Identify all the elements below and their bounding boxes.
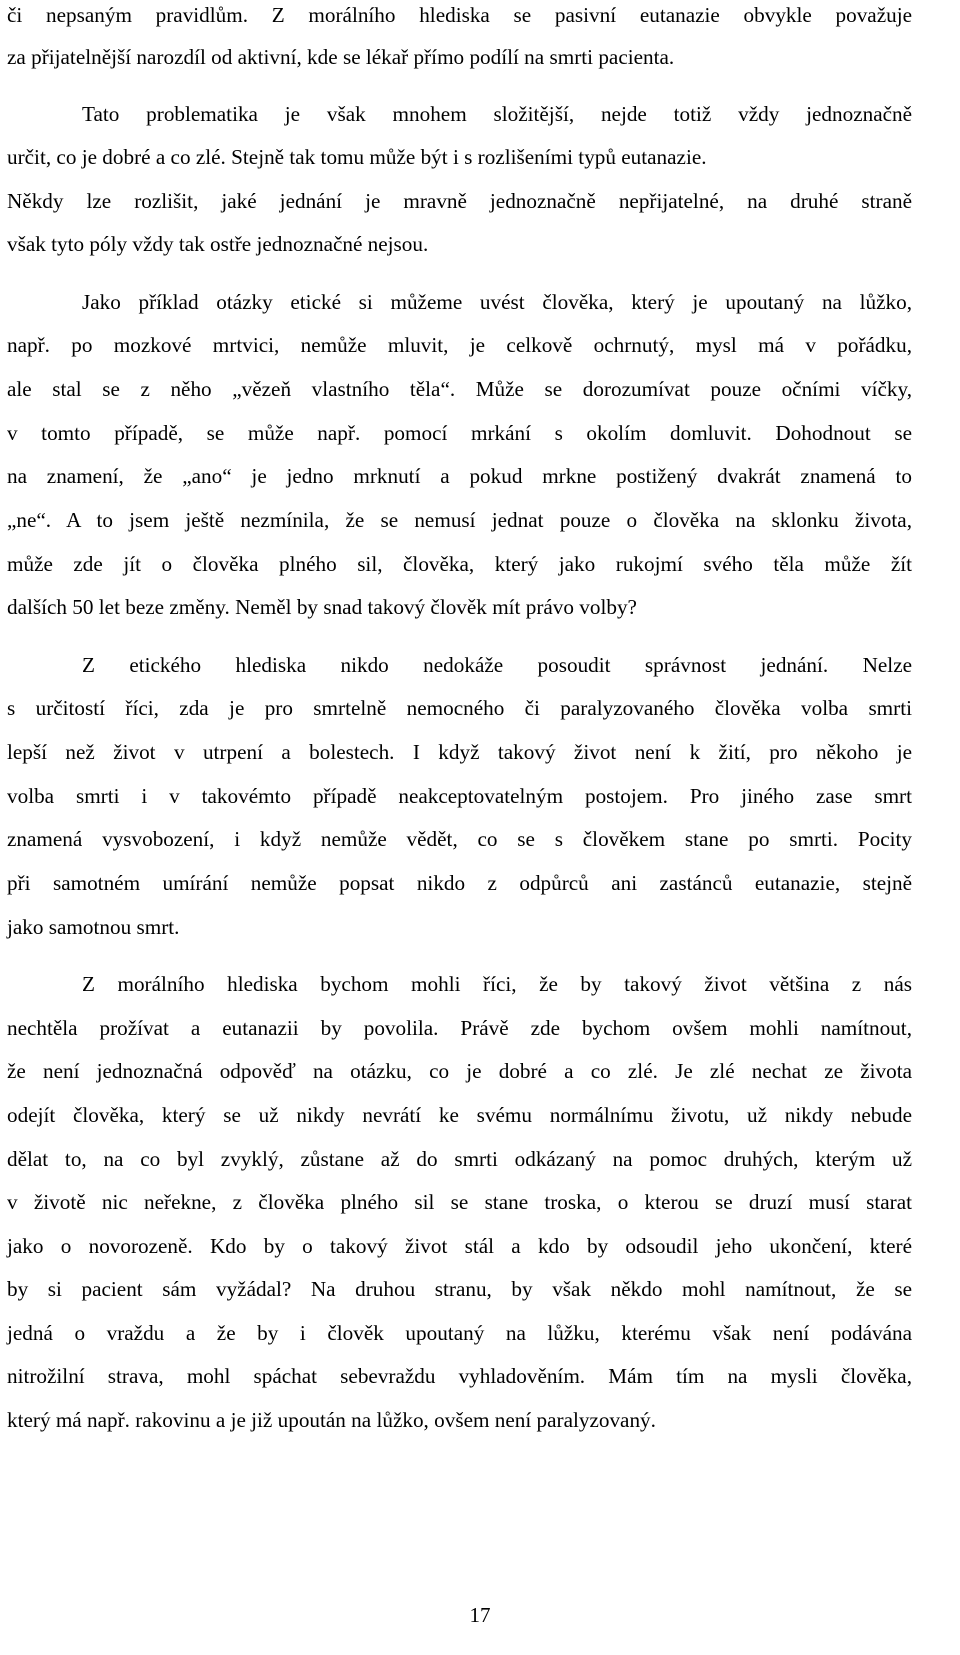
text-line: např. po mozkové mrtvici, nemůže mluvit, je celkově ochrnutý, mysl má v pořádku, <box>7 333 912 357</box>
text-line: při samotném umírání nemůže popsat nikdo z odpůrců ani zastánců eutanazie, stejně <box>7 871 912 895</box>
text-line: ale stal se z něho „vězeň vlastního těla“. Může se dorozumívat pouze očními víčky, <box>7 377 912 401</box>
text-line: Někdy lze rozlišit, jaké jednání je mravně jednoznačně nepřijatelné, na druhé straně <box>7 189 912 213</box>
text-line: by si pacient sám vyžádal? Na druhou stranu, by však někdo mohl namítnout, že se <box>7 1277 912 1301</box>
text-line: volba smrti i v takovémto případě neakceptovatelným postojem. Pro jiného zase smrt <box>7 784 912 808</box>
text-line: nechtěla prožívat a eutanazii by povolila. Právě zde bychom ovšem mohli namítnout, <box>7 1016 912 1040</box>
text-line: že není jednoznačná odpověď na otázku, co je dobré a co zlé. Je zlé nechat ze života <box>7 1059 912 1083</box>
paragraph-start-line: Jako příklad otázky etické si můžeme uvést člověka, který je upoutaný na lůžko, <box>82 290 912 314</box>
text-line: lepší než život v utrpení a bolestech. I když takový život není k žití, pro někoho je <box>7 740 912 764</box>
text-line: v tomto případě, se může např. pomocí mrkání s okolím domluvit. Dohodnout se <box>7 421 912 445</box>
text-line: jako o novorozeně. Kdo by o takový život stál a kdo by odsoudil jeho ukončení, které <box>7 1234 912 1258</box>
text-line: za přijatelnější narozdíl od aktivní, kde se lékař přímo podílí na smrti pacienta. <box>7 45 675 69</box>
text-line: jedná o vraždu a že by i člověk upoutaný na lůžku, kterému však není podávána <box>7 1321 912 1345</box>
text-line: v životě nic neřekne, z člověka plného sil se stane troska, o kterou se druzí musí starat <box>7 1190 912 1214</box>
text-line: určit, co je dobré a co zlé. Stejně tak tomu může být i s rozlišeními typů eutanazie. <box>7 145 707 169</box>
paragraph-start-line: Z etického hlediska nikdo nedokáže posoudit správnost jednání. Nelze <box>82 653 912 677</box>
text-line: znamená vysvobození, i když nemůže vědět, co se s člověkem stane po smrti. Pocity <box>7 827 912 851</box>
text-line: odejít člověka, který se už nikdy nevrátí ke svému normálnímu životu, už nikdy nebude <box>7 1103 912 1127</box>
text-line: dělat to, na co byl zvyklý, zůstane až do smrti odkázaný na pomoc druhých, kterým už <box>7 1147 912 1171</box>
text-line: může zde jít o člověka plného sil, člověka, který jako rukojmí svého těla může žít <box>7 552 912 576</box>
text-line: s určitostí říci, zda je pro smrtelně nemocného či paralyzovaného člověka volba smrti <box>7 696 912 720</box>
text-line: na znamení, že „ano“ je jedno mrknutí a pokud mrkne postižený dvakrát znamená to <box>7 464 912 488</box>
paragraph-start-line: Z morálního hlediska bychom mohli říci, že by takový život většina z nás <box>82 972 912 996</box>
text-line: nitrožilní strava, mohl spáchat sebevraždu vyhladověním. Mám tím na mysli člověka, <box>7 1364 912 1388</box>
text-line: či nepsaným pravidlům. Z morálního hlediska se pasivní eutanazie obvykle považuje <box>7 3 912 27</box>
text-line: jako samotnou smrt. <box>7 915 180 939</box>
page-number: 17 <box>469 1603 491 1627</box>
text-line: který má např. rakovinu a je již upoután na lůžko, ovšem není paralyzovaný. <box>7 1408 656 1432</box>
text-line: však tyto póly vždy tak ostře jednoznačné nejsou. <box>7 232 429 256</box>
text-line: „ne“. A to jsem ještě nezmínila, že se nemusí jednat pouze o člověka na sklonku života, <box>7 508 912 532</box>
paragraph-start-line: Tato problematika je však mnohem složitější, nejde totiž vždy jednoznačně <box>82 102 912 126</box>
text-line: dalších 50 let beze změny. Neměl by snad takový člověk mít právo volby? <box>7 595 637 619</box>
